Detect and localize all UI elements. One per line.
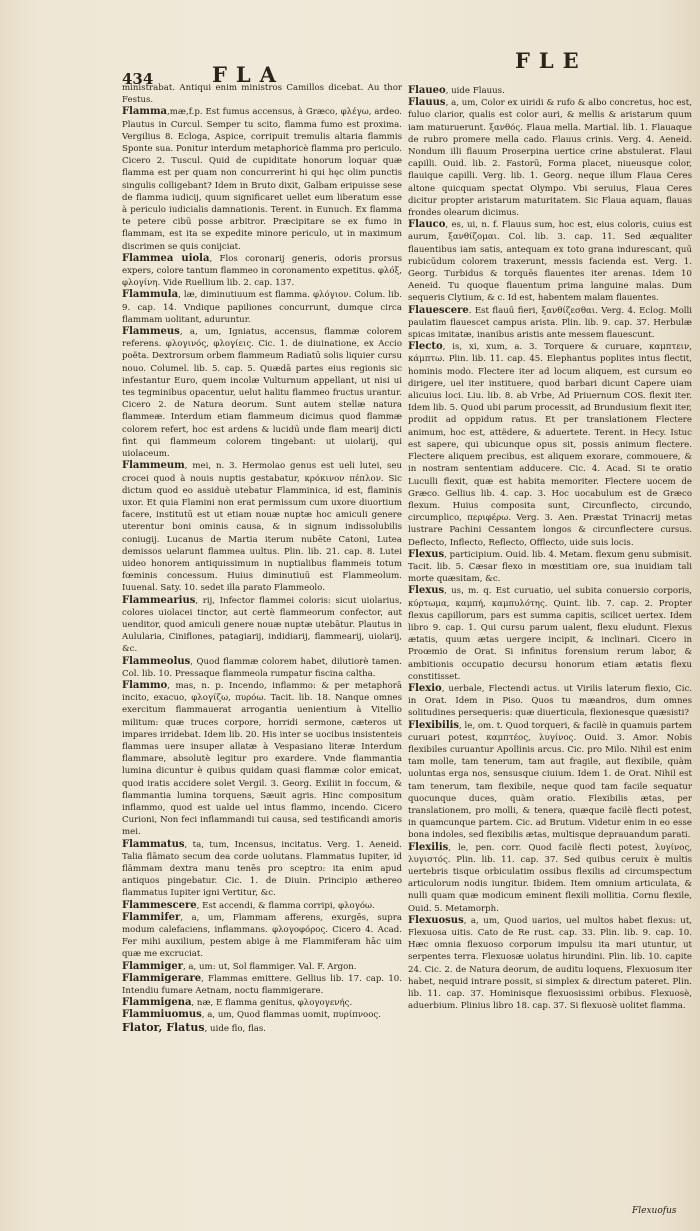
dictionary-entry [122,106,402,252]
dictionary-entry [122,595,402,656]
entry-headword: Flexilis [408,841,449,853]
dictionary-entry [408,549,692,586]
entry-headword: Flexibilis [408,719,460,731]
entry-headword: Flexus [408,585,445,597]
page-number: 434 [122,70,154,88]
dictionary-entry [122,1022,402,1035]
entry-headword: Flator, Flatus [122,1020,205,1034]
entry-headword: Flammeolus [122,655,191,667]
entry-headword: Flammiger [122,960,183,972]
entry-headword: Flammifer [122,911,181,923]
entry-headword: Flecto [408,341,443,353]
dictionary-entry [122,656,402,680]
left-column [122,82,402,1192]
entry-text: . Est flauū fieri, ξανθίζεσθαι. Verg. 4. Eclog. Molli paulatim flauescet campus arista. Plin. lib. 9. cap. 37. Herbulæ spicas imitatæ, inanibus aristis ante messem flauescunt. [408,305,692,341]
entry-text: , a, um, Quod uarios, uel multos habet flexus: ut, Flexuosa uitis. Cato de Re rust. cap. 33. Plin. lib. 9. cap. 10. Hæc omnia flexuoso corporum impulsu ita mari utuntur, ut serpentes terra. Flexuosæ uolatus hirundini. Plin. lib. 10. capite 24. Cic. 2. de Natura deorum, de auditu loquens, Flexuosum iter habet, nequid intrare possit, si simplex & directum pateret. Plin. lib. 11. cap. 37. Hominisque flexuosissimi orbibus. Flexuosè, aduerbium. Plinius libro 18. cap. 37. Si flexuosè uolitet flamma. [408,915,692,1012]
catchword: Flexuofus [632,1206,677,1216]
entry-headword: Flexio [408,682,442,694]
entry-headword: Flammigena [122,997,192,1009]
dictionary-entry [122,839,402,900]
dictionary-entry [408,341,692,548]
entry-text: , uide Flauus. [445,86,505,96]
dictionary-entry [122,997,402,1009]
entry-text: , uide flo, flas. [204,1023,267,1034]
dictionary-entry [122,326,402,460]
entry-text: , a, um, Quod flammas uomit, πυρίπνοος. [201,1010,381,1021]
entry-headword: Flexuosus [408,914,464,926]
right-column [408,85,692,1195]
dictionary-entry [408,85,692,97]
entry-text: , mas, n. p. Incendo, inflammo: & per metaphorā incito, exacuo, φλογίζω, πυρόω. Tacit. lib. 18. Nanque omnes exercitum flammauerat arrogantia uenientium à Vitellio militum: quæ truces corpore, horridi sermone, cæteros ut impares irridebat. Idem lib. 20. His inter se uocibus insistenteis flammas uere insuper allatæ à Vespasiano literæ Interdum flammare, absolutè legitur pro exardere. Vnde flammantia lumina dicuntur è quibus quidam quasi flammæ color emicat, quod iratis accidere solet Vergil. 3. Georg. Exiliit in foccum, & flammantia lumina torquens, Sæuit agris. Hinc compositum inflammo, quod est ualde uel intus flammo, incendo. Cicero Curioni, Non feci inflammandi tui causa, sed testificandi amoris mei. [122,680,402,838]
dictionary-entry [122,900,402,912]
entry-headword: Flammo [122,679,168,691]
entry-text: , le, om. t. Quod torqueri, & facilè in quamuis partem curuari potest, καμπτέος, λυγίνος. Ouid. 3. Amor. Nobis flexibiles curuantur Apollinis arcus. Cic. pro Milo. Nihil est enim tam molle, tam tenerum, tam aut fragile, aut flexibile, quàm uoluntas erga nos, sensusque ciuium. Idem 1. de Orat. Nihil est tam tenerum, tam flexibile, neque quod tam facile sequatur quocunque duces, quàm oratio. Flexibilis ætas, per translationem, pro molli, & tenera, quæque facilè flecti potest, in quamcunque partem. Cic. ad Brutum. Videtur enim in eo esse bona indoles, sed flexibilis ætas, multisque deprauandum parati. [408,720,692,841]
dictionary-entry [408,305,692,342]
dictionary-entry [122,82,402,106]
entry-text: , uerbale, Flectendi actus. ut Virilis laterum flexio, Cic. in Orat. Idem in Piso. Quos tu mæandros, dum omnes solitudines persequeris: quæ diuerticula, flexionesque quæsisti? [408,683,692,719]
dictionary-entry [408,683,692,720]
entry-text: , a, um, Igniatus, accensus, flammæ colorem referens. φλογινός, φλογίεις. Cic. 1. de diuinatione, ex Accio poëta. Dextrorsum orbem flammeum Radiatū solis liquier cursu nouo. Columel. lib. 5. cap. 5. Quædā partes eius regionis sic infestantur Euro, quem incolæ Vulturnum appellant, ut nisi ui tes tegminibus opacentur, uelut halitu flammeo fructus urantur. Cicero 2. de Natura deorum. Sunt autem stellæ natura flammeæ. Interdum etiam flammeum dicimus quod flammæ colorem refert, hoc est ardens & lucidū unde flam mearij dicti fint qui flammeum colorem tingebant: ut uiolarij, qui uiolaceum. [122,327,402,460]
entry-text: , læ, diminutiuum est flamma. φλόγιον. Colum. lib. 9. cap. 14. Vndique papiliones concurrunt, dumque circa flammam uolitant, aduruntur. [122,290,402,325]
entry-headword: Flamma [122,106,168,118]
entry-text: , a, um: ut, Sol flammiger. Val. F. Argon. [182,961,357,972]
entry-headword: Flammea uiola [122,252,210,264]
dictionary-entry [408,720,692,842]
entry-headword: Flexus [408,548,445,560]
entry-text: , a, um, Flammam afferens, exurgēs, supra modum calefaciens, inflammans. φλογοφόρος. Cicero 4. Acad. Fer mihi auxilium, pestem abige à me Flammiferam hāc uim quæ me excruciat. [122,912,402,960]
entry-text: ,mæ,f.p. Est fumus accensus, à Græco, φλέγω, ardeo. Plautus in Curcul. Semper tu scito, flamma fumo est proxima. Vergilius 8. Ecloga, Aspice, corripuit tremulis altaria flammis Sponte sua. Ponitur interdum metaphoricè flamma pro periculo. Cicero 2. Tuscul. Quid de cupiditate honorum loquar quæ flamma est per quam non concurrerint hi qui hęc olim punctis singulis colligebant? Idem in Bruto dixit, Galbam eripuisse sese de flamma iudicij, quum significaret uellet eum liberatum esse à periculo iudicialis damnationis. Terent. in Eunuch. Ex flamma te petere cibū posse arbitror. Præcipitare se ex fumo in flammam, est ita se expedite minore periculo, ut in maximum discrimen se quis conijciat. [122,107,402,252]
entry-text: , rij, Infector flammei coloris: sicut uiolarius, colores uiolacei tinctor, aut certè flammeorum confector, aut uenditor, quod amiculi genere nouæ nuptæ utebātur. Plautus in Aulularia, Ciniflones, patagiarij, indidiarij, flammearij, uiolarij, &c. [122,595,402,655]
entry-headword: Flammeus [122,326,180,338]
entry-text: , es, ui, n. f. Flauus sum, hoc est, eius coloris, cuius est aurum, ξανθίζομαι. Col. lib. 3. cap. 11. Sed æqualiter flauentibus iam satis, antequam ex toto grana indurescant, quū rubicūdum colorem traxerunt, messis facienda est. Verg. 1. Georg. Turbidus & torquēs flauentes iter arenas. Idem 10 Aeneid. Tu quoque flauentum prima languine malas. Dum sequeris Clytium, & c. Id est, habentem malam flauentes. [408,220,692,304]
entry-text: , Flammas emittere. Gellius lib. 17. cap. 10. Intendiu fumare Aetnam, noctu flammigerare. [122,973,402,997]
entry-headword: Flammatus [122,838,185,850]
dictionary-entry [122,680,402,839]
entry-text: , is, xi, xum, a. 3. Torquere & curuare, καμπτειν, κάμπτω. Plin. lib. 11. cap. 45. Elephantus poplites intus flectit, hominis modo. Flectere iter ad locum aliquem, est cursum eo dirigere, uel iter instituere, quod barbari dicunt Capere uiam alicuius loci. Liu. lib. 8. ab Vrbe, Ad Priuernum COS. flexit iter. Idem lib. 5. Quod ubi parum processit, ad Brundusium flexit iter, prodiit ad oppidum ratus. Et per translationem Flectere animum, hoc est, attëdere, & aduertete. Terent. in Hecy. Istuc est sapere, qui ubicunque opus sit, possis animum flectere. Flectere aliquem precibus, est aliquem exorare, commouere, & in nostram sententiam adducere. Cic. 4. Acad. Si te oratio Luculli flexit, quæ est habita memoriter. Flectere uocem de Græco. Gellius lib. 4. cap. 3. Hoc uocabulum est de Græco flexum. Huius composita sunt, Circunflecto, circundo, circumplico, περιφέρω. Verg. 3. Aen. Præstat Trinacrij metas lustrare Pachini Cessantem longos & circunflectere cursus. Deflecto, Inflecto, Reflecto, Offlecto, uide suis locis. [408,342,692,548]
entry-headword: Flammescere [122,899,197,911]
entry-headword: Flammeum [122,460,185,472]
dictionary-entry [408,219,692,304]
entry-headword: Flammula [122,289,179,301]
entry-text: , Est accendi, & flamma corripi, φλογόω. [196,900,375,911]
entry-text: , ta, tum, Incensus, incitatus. Verg. 1. Aeneid. Talia flāmato secum dea corde uolutans. Flammatus Iupiter, id flāmmam dextra manu tenēs pro sceptro: ita enim apud antiquos pingebatur. Cic. 1. de Diuin. Principio æthereo flammatus Iupiter igni Vertitur, &c. [122,839,402,899]
dictionary-entry [408,97,692,219]
entry-text: , le, pen. corr. Quod facilè flecti potest, λυγίνος, λυγιστός. Plin. lib. 11. cap. 37. Sed quibus ceruix è multis uertebris tisque orbiculatim ossibus flexilis ad circumspectum articulorum nodis iungitur. Ibidem. Item omnium articulata, & nulli quam quæ modicum eminent flexili mollitia. Cornu flexile, Ouid. 5. Metamorph. [408,842,692,914]
entry-headword: Flammiuomus [122,1009,202,1021]
entry-text: ministrabat. Antiqui enim ministros Camillos dicebat. Au thor Festus. [122,83,402,106]
dictionary-entry [122,973,402,997]
entry-headword: Flammearius [122,594,196,606]
entry-headword: Flaueo [408,85,446,96]
entry-headword: Flauus [408,97,446,109]
entry-text: , mei, n. 3. Hermolao genus est ueli lutei, seu crocei quod à nouis nuptis gestabatur, κρόκινον πέπλον. Sic dictum quod eo assiduè utebatur Flamminica, id est, flaminis uxor. Et quia Flamini non erat permissum cum uxore diuortium facere, institutū est ut etiam nouæ nuptæ hoc amiculi genere uterentur boni ominis causa, & in signum indissolubilis coniugij. Lucanus de Martia iterum nubēte Catoni, Lutea demissos uelarunt flammea uultus. Plin. lib. 21. cap. 8. Lutei uideo honorem antiquissimum in nuptialibus flammeis totum fœminis concessum. Huius diminutiuū est Flammeolum. Iuuenal. Saty. 10. sedet illa parato Flammeolo. [122,461,402,594]
dictionary-entry [122,289,402,326]
entry-headword: Flauescere [408,304,469,316]
entry-headword: Flauco [408,219,446,231]
entry-text: , Quod flammæ colorem habet, dilutiorè tamen. Col. lib. 10. Pressaque flammeola rumpatur fiscina caltha. [122,656,402,679]
entry-headword: Flammigerare [122,972,202,984]
running-head-right: FLE [515,48,588,73]
dictionary-entry [408,842,692,915]
dictionary-entry [408,585,692,683]
entry-text: , næ, E flamma genitus, φλογογενής. [191,998,353,1009]
entry-text: , participium. Ouid. lib. 4. Metam. flexum genu submisit. Tacit. lib. 5. Cæsar flexo in mœstitiam ore, sua inuidiam tali morte quæsitam, &c. [408,549,692,585]
entry-text: , us, m. q. Est curuatio, uel subita conuersio corporis, κύρτωμα, καμπή, καμπυλότης. Quint. lib. 7. cap. 2. Propter flexus capillorum, pars est summa capitis, scilicet uertex. Idem libro 9. cap. 1. Qui cursu parum ualent, flexu eludunt. Flexus ætatis, quum ætas uergere incipit, & inclinari. Cicero in Proœmio de Orat. Si infinitus forensium rerum labor, & ambitionis occupatio decursu honorum etiam ætatis flexu constitisset. [408,586,692,682]
dictionary-entry [122,912,402,961]
dictionary-entry [408,915,692,1013]
entry-text: , Flos coronarij generis, odoris prorsus expers, colore tantum flammeo in coronamento expetitus. φλόξ, φλογίνη. Vide Ruellium lib. 2. cap. 137. [122,253,402,289]
dictionary-entry [122,961,402,973]
running-head-left: FLA [212,62,285,87]
entry-text: , a, um, Color ex uiridi & rufo & albo concretus, hoc est, fuluo clarior, qualis est color auri, & mellis & aristarum quum iam maturuerunt. ξανθός. Flaua mella. Martial. lib. 1. Flauaque de rubro promere mella cado. Flauus crinis. Verg. 4. Aeneid. Nondum illi flauum Proserpina uertice crine abstulerat. Flaui capilli. Ouid. lib. 2. Fastorū, Forma placet, niueusque color, flauique capilli. Verg. lib. 1. Georg. neque illum Flaua Ceres altone quicquam spectat Olympo. Vbi seruius, Flaua Ceres dicitur propter aristarum maturitatem. Sic Flaua aquam, flauas frondes olearum dicimus. [408,98,692,219]
dictionary-entry [122,253,402,290]
dictionary-entry [122,460,402,594]
